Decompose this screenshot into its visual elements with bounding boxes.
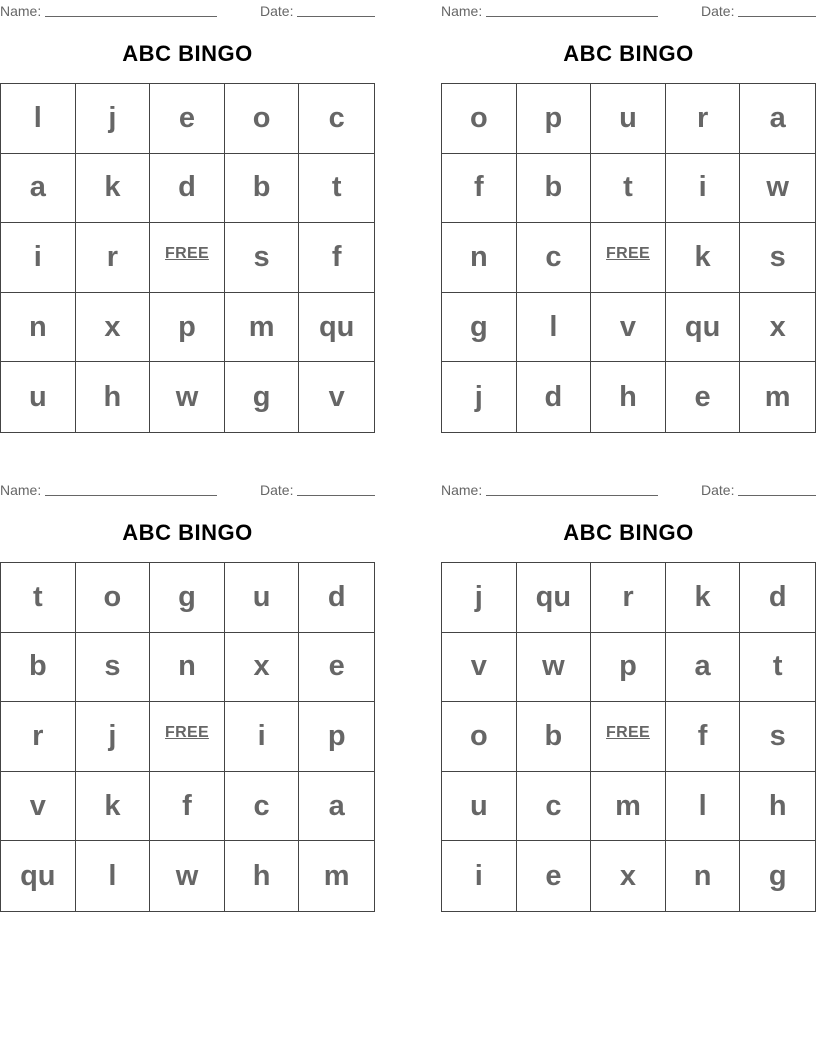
letter-cell[interactable]: m: [764, 380, 791, 413]
date-blank-line[interactable]: [738, 495, 816, 496]
bingo-grid: [0, 562, 375, 912]
bingo-grid: [441, 562, 816, 912]
letter-cell[interactable]: n: [150, 633, 225, 703]
letter-cell[interactable]: j: [442, 563, 517, 633]
letter-cell[interactable]: s: [76, 633, 151, 703]
letter-cell[interactable]: r: [76, 223, 151, 293]
letter-cell[interactable]: c: [225, 772, 300, 842]
letter-cell[interactable]: v: [1, 772, 76, 842]
letter-cell[interactable]: i: [666, 154, 741, 224]
card-title: ABC BINGO: [122, 41, 253, 66]
letter-cell[interactable]: f: [299, 223, 374, 293]
name-label: Name:: [441, 3, 483, 19]
letter-cell[interactable]: v: [328, 380, 345, 413]
letter-cell[interactable]: m: [591, 772, 666, 842]
letter-cell[interactable]: g: [768, 859, 787, 892]
letter-cell[interactable]: t: [591, 154, 666, 224]
letter-cell[interactable]: x: [76, 293, 151, 363]
letter-cell[interactable]: r: [591, 563, 666, 633]
letter-cell[interactable]: qu: [666, 293, 741, 363]
letter-cell[interactable]: b: [1, 633, 76, 703]
letter-cell[interactable]: g: [150, 563, 225, 633]
letter-cell[interactable]: l: [76, 841, 151, 911]
card-title: ABC BINGO: [563, 520, 694, 545]
letter-cell[interactable]: e: [666, 362, 741, 432]
header-line: [0, 3, 375, 19]
free-space-label: FREE: [606, 724, 650, 742]
letter-cell[interactable]: k: [76, 154, 151, 224]
letter-cell[interactable]: k: [666, 223, 741, 293]
free-space-label: FREE: [165, 724, 209, 742]
letter-cell[interactable]: x: [225, 633, 300, 703]
letter-cell[interactable]: k: [666, 563, 741, 633]
letter-cell[interactable]: j: [442, 362, 517, 432]
letter-cell[interactable]: x: [591, 841, 666, 911]
name-blank-line[interactable]: [45, 16, 217, 17]
letter-cell[interactable]: h: [225, 841, 300, 911]
letter-cell[interactable]: k: [76, 772, 151, 842]
letter-cell[interactable]: f: [442, 154, 517, 224]
letter-cell[interactable]: h: [76, 362, 151, 432]
letter-cell[interactable]: e: [299, 633, 374, 703]
letter-cell[interactable]: w: [517, 633, 592, 703]
letter-cell[interactable]: h: [740, 772, 815, 842]
letter-cell[interactable]: b: [517, 154, 592, 224]
letter-cell[interactable]: c: [517, 223, 592, 293]
name-blank-line[interactable]: [486, 16, 658, 17]
letter-cell[interactable]: n: [442, 223, 517, 293]
header-line: [441, 3, 816, 19]
letter-cell[interactable]: a: [1, 154, 76, 224]
card-title: ABC BINGO: [122, 520, 253, 545]
letter-cell[interactable]: qu: [299, 293, 374, 363]
free-space-label: FREE: [165, 245, 209, 263]
letter-cell[interactable]: n: [666, 841, 741, 911]
letter-cell[interactable]: c: [517, 772, 592, 842]
letter-cell[interactable]: e: [517, 841, 592, 911]
letter-cell[interactable]: i: [1, 223, 76, 293]
letter-cell[interactable]: o: [225, 84, 300, 154]
letter-cell[interactable]: x: [740, 293, 815, 363]
letter-cell[interactable]: g: [442, 293, 517, 363]
date-label: Date:: [260, 3, 294, 19]
letter-cell[interactable]: d: [517, 362, 592, 432]
letter-cell[interactable]: l: [666, 772, 741, 842]
free-space-cell[interactable]: [150, 223, 225, 293]
letter-cell[interactable]: qu: [1, 841, 76, 911]
letter-cell[interactable]: b: [225, 154, 300, 224]
name-blank-line[interactable]: [45, 495, 217, 496]
letter-cell[interactable]: v: [442, 633, 517, 703]
letter-cell[interactable]: c: [299, 84, 374, 154]
letter-cell[interactable]: p: [299, 702, 374, 772]
letter-cell[interactable]: a: [740, 84, 815, 154]
bingo-grid: [0, 83, 375, 433]
letter-cell[interactable]: i: [225, 702, 300, 772]
letter-cell[interactable]: i: [442, 841, 517, 911]
letter-cell[interactable]: u: [225, 563, 300, 633]
letter-cell[interactable]: l: [1, 84, 76, 154]
letter-cell[interactable]: w: [740, 154, 815, 224]
date-label: Date:: [260, 482, 294, 498]
free-space-cell[interactable]: [150, 702, 225, 772]
letter-cell[interactable]: g: [225, 362, 300, 432]
free-space-cell[interactable]: [591, 702, 666, 772]
name-label: Name:: [0, 3, 42, 19]
letter-cell[interactable]: f: [666, 702, 741, 772]
header-line: [0, 482, 375, 498]
letter-cell[interactable]: j: [76, 702, 151, 772]
free-space-cell[interactable]: [591, 223, 666, 293]
date-blank-line[interactable]: [297, 16, 375, 17]
letter-cell[interactable]: t: [740, 633, 815, 703]
letter-cell[interactable]: p: [517, 84, 592, 154]
letter-cell[interactable]: o: [76, 563, 151, 633]
letter-cell[interactable]: u: [1, 362, 76, 432]
letter-cell[interactable]: o: [442, 84, 517, 154]
letter-cell[interactable]: s: [225, 223, 300, 293]
free-space-label: FREE: [606, 245, 650, 263]
letter-cell[interactable]: d: [150, 154, 225, 224]
letter-cell[interactable]: w: [150, 841, 225, 911]
letter-cell[interactable]: l: [517, 293, 592, 363]
letter-cell[interactable]: d: [299, 563, 374, 633]
letter-cell[interactable]: v: [591, 293, 666, 363]
letter-cell[interactable]: m: [225, 293, 300, 363]
letter-cell[interactable]: r: [1, 702, 76, 772]
letter-cell[interactable]: h: [591, 362, 666, 432]
letter-cell[interactable]: a: [299, 772, 374, 842]
letter-cell[interactable]: t: [299, 154, 374, 224]
letter-cell[interactable]: t: [1, 563, 76, 633]
name-label: Name:: [441, 482, 483, 498]
letter-cell[interactable]: s: [740, 702, 815, 772]
letter-cell[interactable]: a: [666, 633, 741, 703]
letter-cell[interactable]: p: [150, 293, 225, 363]
header-line: [441, 482, 816, 498]
name-label: Name:: [0, 482, 42, 498]
letter-cell[interactable]: m: [323, 859, 350, 892]
letter-cell[interactable]: w: [150, 362, 225, 432]
letter-cell[interactable]: f: [150, 772, 225, 842]
date-blank-line[interactable]: [297, 495, 375, 496]
date-label: Date:: [701, 3, 735, 19]
date-label: Date:: [701, 482, 735, 498]
letter-cell[interactable]: u: [591, 84, 666, 154]
letter-cell[interactable]: e: [150, 84, 225, 154]
letter-cell[interactable]: r: [666, 84, 741, 154]
letter-cell[interactable]: b: [517, 702, 592, 772]
letter-cell[interactable]: j: [76, 84, 151, 154]
date-blank-line[interactable]: [738, 16, 816, 17]
letter-cell[interactable]: qu: [517, 563, 592, 633]
name-blank-line[interactable]: [486, 495, 658, 496]
letter-cell[interactable]: d: [740, 563, 815, 633]
letter-cell[interactable]: s: [740, 223, 815, 293]
letter-cell[interactable]: p: [591, 633, 666, 703]
letter-cell[interactable]: u: [442, 772, 517, 842]
letter-cell[interactable]: n: [1, 293, 76, 363]
bingo-grid: [441, 83, 816, 433]
letter-cell[interactable]: o: [442, 702, 517, 772]
card-title: ABC BINGO: [563, 41, 694, 66]
